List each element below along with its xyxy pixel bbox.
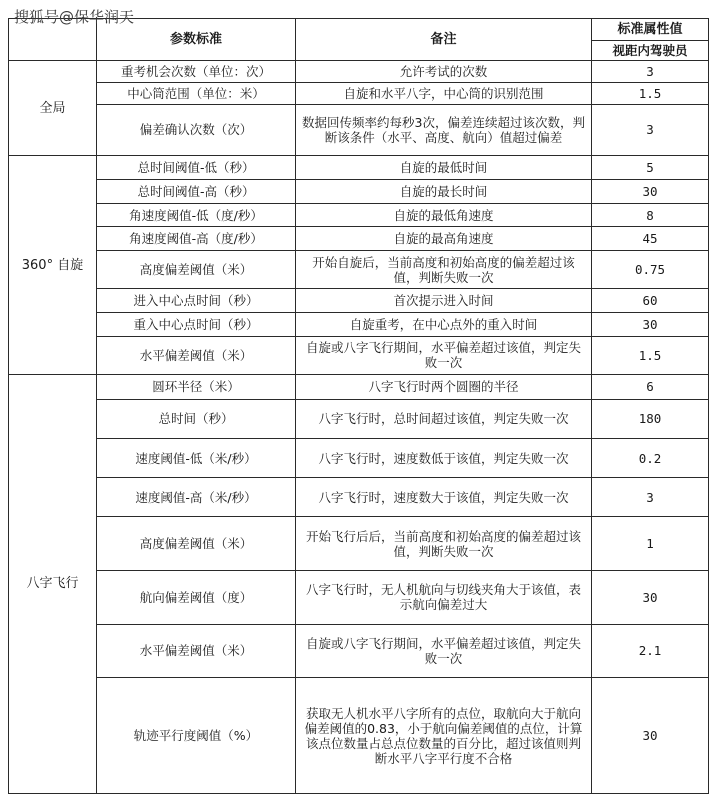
value-cell: 30 xyxy=(592,678,709,794)
note-cell: 自旋或八字飞行期间，水平偏差超过该值，判定失败一次 xyxy=(296,336,592,374)
value-cell: 3 xyxy=(592,61,709,83)
group-figure8: 八字飞行 xyxy=(9,374,97,793)
note-cell: 获取无人机水平八字所有的点位，取航向大于航向偏差阈值的0.83，小于航向偏差阈值的点位，计算该点位数量占总点位数量的百分比，超过该值则判断水平八字平行度不合格 xyxy=(296,678,592,794)
note-cell: 自旋的最高角速度 xyxy=(296,227,592,251)
note-cell: 自旋和水平八字，中心筒的识别范围 xyxy=(296,82,592,104)
table-row xyxy=(9,624,709,678)
table-row xyxy=(9,61,709,83)
note-cell: 八字飞行时两个圆圈的半径 xyxy=(296,374,592,399)
table-row xyxy=(9,82,709,104)
param-cell: 角速度阈值-高（度/秒） xyxy=(97,227,296,251)
note-cell: 开始飞行后后，当前高度和初始高度的偏差超过该值，判断失败一次 xyxy=(296,517,592,571)
watermark: 搜狐号@保华润天 xyxy=(14,8,135,26)
value-cell: 45 xyxy=(592,227,709,251)
note-cell: 数据回传频率约每秒3次，偏差连续超过该次数，判断该条件（水平、高度、航向）值超过偏差 xyxy=(296,104,592,156)
value-cell: 0.2 xyxy=(592,438,709,477)
value-cell: 3 xyxy=(592,104,709,156)
table-row xyxy=(9,478,709,517)
table-row xyxy=(9,313,709,337)
note-cell: 八字飞行时，无人机航向与切线夹角大于该值，表示航向偏差过大 xyxy=(296,570,592,624)
table-row xyxy=(9,156,709,180)
parameter-table xyxy=(8,18,709,794)
value-cell: 1.5 xyxy=(592,82,709,104)
value-cell: 6 xyxy=(592,374,709,399)
param-cell: 重入中心点时间（秒） xyxy=(97,313,296,337)
group-global: 全局 xyxy=(9,61,97,156)
value-cell: 1.5 xyxy=(592,336,709,374)
note-cell: 自旋的最低时间 xyxy=(296,156,592,180)
param-cell: 圆环半径（米） xyxy=(97,374,296,399)
note-cell: 自旋的最长时间 xyxy=(296,179,592,203)
table-row xyxy=(9,251,709,289)
value-cell: 30 xyxy=(592,570,709,624)
param-cell: 偏差确认次数（次） xyxy=(97,104,296,156)
table-row xyxy=(9,289,709,313)
table-row xyxy=(9,336,709,374)
header-standard: 标准属性值 xyxy=(592,19,709,41)
value-cell: 60 xyxy=(592,289,709,313)
param-cell: 进入中心点时间（秒） xyxy=(97,289,296,313)
table-row xyxy=(9,179,709,203)
table-row xyxy=(9,399,709,438)
value-cell: 180 xyxy=(592,399,709,438)
header-param: 参数标准 xyxy=(97,19,296,61)
table-row xyxy=(9,104,709,156)
table-row xyxy=(9,227,709,251)
value-cell: 3 xyxy=(592,478,709,517)
header-note: 备注 xyxy=(296,19,592,61)
table-row xyxy=(9,678,709,794)
param-cell: 中心筒范围（单位：米） xyxy=(97,82,296,104)
note-cell: 自旋或八字飞行期间，水平偏差超过该值，判定失败一次 xyxy=(296,624,592,678)
param-cell: 轨迹平行度阈值（%） xyxy=(97,678,296,794)
param-cell: 角速度阈值-低（度/秒） xyxy=(97,203,296,227)
note-cell: 自旋重考，在中心点外的重入时间 xyxy=(296,313,592,337)
table-row xyxy=(9,374,709,399)
param-cell: 水平偏差阈值（米） xyxy=(97,336,296,374)
value-cell: 30 xyxy=(592,179,709,203)
param-cell: 速度阈值-低（米/秒） xyxy=(97,438,296,477)
param-cell: 速度阈值-高（米/秒） xyxy=(97,478,296,517)
param-cell: 高度偏差阈值（米） xyxy=(97,251,296,289)
table-row xyxy=(9,438,709,477)
value-cell: 5 xyxy=(592,156,709,180)
param-cell: 总时间阈值-低（秒） xyxy=(97,156,296,180)
value-cell: 8 xyxy=(592,203,709,227)
value-cell: 1 xyxy=(592,517,709,571)
param-cell: 总时间（秒） xyxy=(97,399,296,438)
note-cell: 自旋的最低角速度 xyxy=(296,203,592,227)
note-cell: 八字飞行时，速度数低于该值，判定失败一次 xyxy=(296,438,592,477)
table-row xyxy=(9,517,709,571)
note-cell: 八字飞行时，速度数大于该值，判定失败一次 xyxy=(296,478,592,517)
param-cell: 水平偏差阈值（米） xyxy=(97,624,296,678)
param-cell: 总时间阈值-高（秒） xyxy=(97,179,296,203)
param-cell: 高度偏差阈值（米） xyxy=(97,517,296,571)
table-row xyxy=(9,570,709,624)
header-sub: 视距内驾驶员 xyxy=(592,40,709,61)
value-cell: 30 xyxy=(592,313,709,337)
table-row xyxy=(9,203,709,227)
note-cell: 首次提示进入时间 xyxy=(296,289,592,313)
param-cell: 重考机会次数（单位：次） xyxy=(97,61,296,83)
value-cell: 0.75 xyxy=(592,251,709,289)
value-cell: 2.1 xyxy=(592,624,709,678)
note-cell: 允许考试的次数 xyxy=(296,61,592,83)
note-cell: 开始自旋后，当前高度和初始高度的偏差超过该值，判断失败一次 xyxy=(296,251,592,289)
group-spin: 360° 自旋 xyxy=(9,156,97,375)
note-cell: 八字飞行时，总时间超过该值，判定失败一次 xyxy=(296,399,592,438)
param-cell: 航向偏差阈值（度） xyxy=(97,570,296,624)
